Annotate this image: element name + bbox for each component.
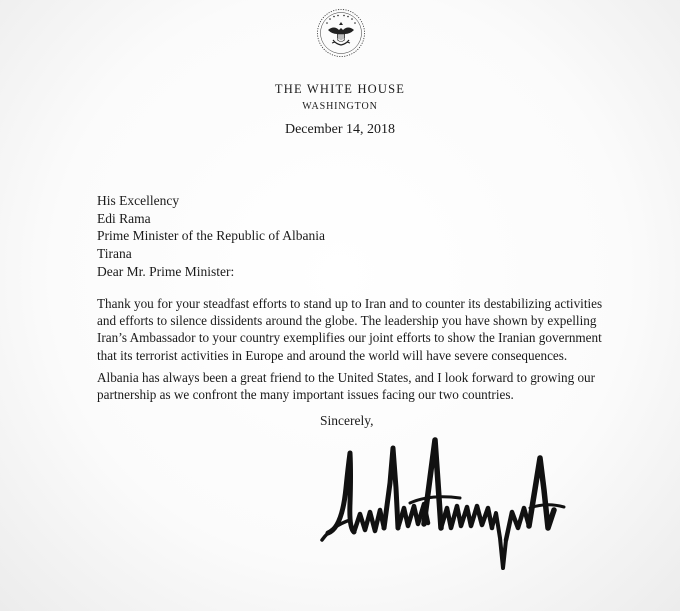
presidential-seal-icon	[316, 8, 366, 58]
paragraph-line: Thank you for your steadfast efforts to stand up to Iran and to counter its destabilizing activities	[97, 296, 603, 311]
paragraph-line: and efforts to silence dissidents around the globe. The leadership you have shown by expelling	[97, 313, 597, 329]
recipient-line: Prime Minister of the Republic of Albania	[97, 228, 325, 243]
recipient-line: Edi Rama	[97, 210, 151, 226]
letterhead-city: WASHINGTON	[302, 101, 378, 112]
salutation: Dear Mr. Prime Minister:	[97, 264, 235, 279]
body-paragraph-2	[97, 369, 595, 403]
signature-image	[320, 428, 580, 588]
letterhead-title: THE WHITE HOUSE	[274, 82, 406, 96]
letter-date: December 14, 2018	[284, 122, 396, 137]
recipient-line: His Excellency	[97, 193, 180, 208]
recipient-line: Tirana	[97, 245, 132, 261]
paragraph-line: partnership as we confront the many important issues facing our two countries.	[97, 387, 514, 403]
paragraph-line: Albania has always been a great friend to the United States, and I look forward to growing our	[97, 370, 596, 385]
paragraph-line: that its terrorist activities in Europe and around the world will have severe consequences.	[97, 347, 568, 363]
closing: Sincerely,	[320, 413, 374, 428]
paragraph-line: Iran’s Ambassador to your country exemplifies our joint efforts to show the Iranian government	[97, 330, 602, 346]
body-paragraph-1	[97, 295, 602, 364]
recipient-address	[97, 192, 325, 262]
